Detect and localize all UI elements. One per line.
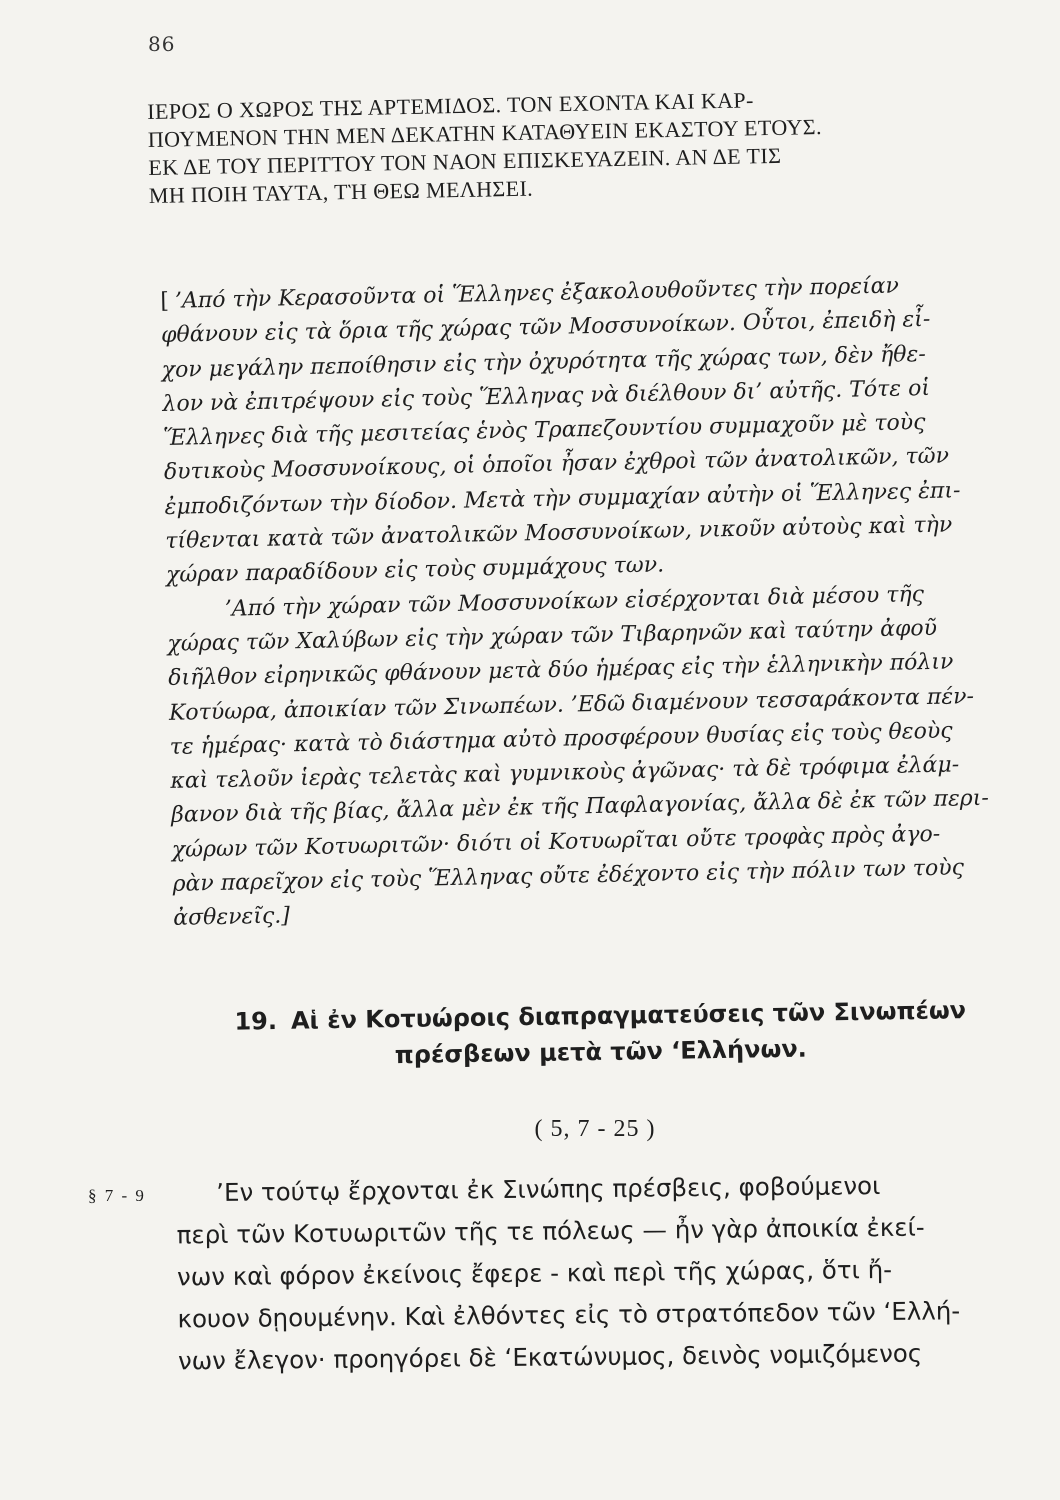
summary-line: ’Από τὴν χώραν τῶν Μοσσυνοίκων εἰσέρχονται διὰ μέσου τῆς: [224, 581, 925, 622]
inscription-block: [147, 81, 1019, 210]
summary-line: τίθενται κατὰ τῶν ἀνατολικῶν Μοσσυνοίκων, νικοῦν αὐτοὺς καὶ τὴν: [165, 512, 953, 555]
open-bracket: [: [160, 288, 170, 314]
main-text-line: ’Εν τούτῳ ἔρχονται ἐκ Σινώπης πρέσβεις, φοβούμενοι: [216, 1171, 881, 1207]
summary-line: λον νὰ ἐπιτρέψουν εἰς τοὺς Ἕλληνας νὰ διέλθουν δι’ αὐτῆς. Τότε οἱ: [162, 375, 931, 417]
summary-line: φθάνουν εἰς τὰ ὅρια τῆς χώρας τῶν Μοσσυνοίκων. Οὗτοι, ἐπειδὴ εἶ-: [160, 307, 931, 349]
margin-reference: § 7 - 9: [88, 1186, 146, 1205]
summary-line: Κοτύωρα, ἀποικίαν τῶν Σινωπέων. ’Εδῶ διαμένουν τεσσαράκοντα πέν-: [168, 683, 975, 726]
summary-line: ἐμποδιζόντων τὴν δίοδον. Μετὰ τὴν συμμαχίαν αὐτὴν οἱ Ἕλληνες ἐπι-: [164, 478, 961, 520]
summary-line: χώρας τῶν Χαλύβων εἰς τὴν χώραν τῶν Τιβαρηνῶν καὶ ταύτην ἀφοῦ: [167, 615, 938, 657]
section-reference: ( 5, 7 - 25 ): [534, 1116, 656, 1142]
summary-line: ἀσθενεῖς.]: [173, 903, 291, 932]
inscription-line: ΜΗ ΠΟΙΗ ΤΑΥΤΑ, ΤῊ ΘΕΩ ΜΕΛΗΣΕΙ.: [148, 175, 534, 208]
main-text-line: περὶ τῶν Κοτυωριτῶν τῆς τε πόλεως — ἦν γὰρ ἀποικία ἐκεί-: [176, 1212, 925, 1250]
main-text-line: νων καὶ φόρον ἐκείνοις ἔφερε - καὶ περὶ τῆς χώρας, ὅτι ἤ-: [176, 1254, 893, 1292]
summary-line: Ἕλληνες διὰ τῆς μεσιτείας ἑνὸς Τραπεζουντίου συμμαχοῦν μὲ τοὺς: [162, 410, 926, 452]
section-title-line: πρέσβεων μετὰ τῶν ‘Ελλήνων.: [394, 1034, 808, 1070]
summary-line: δυτικοὺς Μοσσυνοίκους, οἱ ὁποῖοι ἦσαν ἐχθροὶ τῶν ἀνατολικῶν, τῶν: [163, 444, 950, 486]
summary-line: χον μεγάλην πεποίθησιν εἰς τὴν ὀχυρότητα τῆς χώρας των, δὲν ἤθε-: [161, 341, 927, 383]
summary-line: καὶ τελοῦν ἱερὰς τελετὰς καὶ γυμνικοὺς ἀγῶνας· τὰ δὲ τρόφιμα ἐλάμ-: [170, 752, 960, 795]
section-heading: [210, 992, 991, 1076]
main-text-line: κουον δῃουμένην. Καὶ ἐλθόντες εἰς τὸ στρατόπεδον τῶν ‘Ελλή-: [177, 1296, 961, 1334]
page-number: 86: [148, 32, 176, 56]
section-reference-row: [0, 1116, 1060, 1143]
summary-line: ρὰν παρεῖχον εἰς τοὺς Ἕλληνας οὔτε ἐδέχοντο εἰς τὴν πόλιν των τοὺς: [172, 855, 965, 897]
summary-line-text: ’Από τὴν Κερασοῦντα οἱ Ἕλληνες ἐξακολουθοῦντες τὴν πορείαν: [174, 273, 900, 314]
inscription-line: ΙΕΡΟΣ Ο ΧΩΡΟΣ ΤΗΣ ΑΡΤΕΜΙΔΟΣ. ΤΟΝ ΕΧΟΝΤΑ ΚΑΙ ΚΑΡ-: [147, 87, 754, 124]
main-text-line: νων ἔλεγον· προηγόρει δὲ ‘Εκατώνυμος, δεινὸς νομιζόμενος: [177, 1338, 923, 1376]
summary-line: τε ἡμέρας· κατὰ τὸ διάστημα αὐτὸ προσφέρουν θυσίας εἰς τοὺς θεοὺς: [169, 718, 953, 760]
summary-block: [160, 267, 1033, 937]
inscription-line: ΠΟΥΜΕΝΟΝ ΤΗΝ ΜΕΝ ΔΕΚΑΤΗΝ ΚΑΤΑΘΥΕΙΝ ΕΚΑΣΤΟΥ ΕΤΟΥΣ.: [147, 114, 823, 152]
section-title-text: Αἱ ἐν Κοτυώροις διαπραγματεύσεις τῶν Σινωπέων: [290, 996, 967, 1035]
summary-line: διῆλθον εἰρηνικῶς φθάνουν μετὰ δύο ἡμέρας εἰς τὴν ἑλληνικὴν πόλιν: [167, 649, 954, 692]
inscription-line: ΕΚ ΔΕ ΤΟΥ ΠΕΡΙΤΤΟΥ ΤΟΝ ΝΑΟΝ ΕΠΙΣΚΕΥΑΖΕΙΝ. ΑΝ ΔΕ ΤΙΣ: [148, 142, 782, 180]
main-text-block: [176, 1163, 1038, 1382]
summary-line: βανον διὰ τῆς βίας, ἄλλα μὲν ἐκ τῆς Παφλαγονίας, ἄλλα δὲ ἐκ τῶν περι-: [170, 786, 990, 829]
summary-line: χώραν παραδίδουν εἰς τοὺς συμμάχους των.: [165, 552, 665, 589]
section-number: 19.: [234, 1006, 278, 1036]
summary-line: χώρων τῶν Κοτυωριτῶν· διότι οἱ Κοτυωρῖται οὔτε τροφὰς πρὸς ἀγο-: [171, 821, 941, 863]
